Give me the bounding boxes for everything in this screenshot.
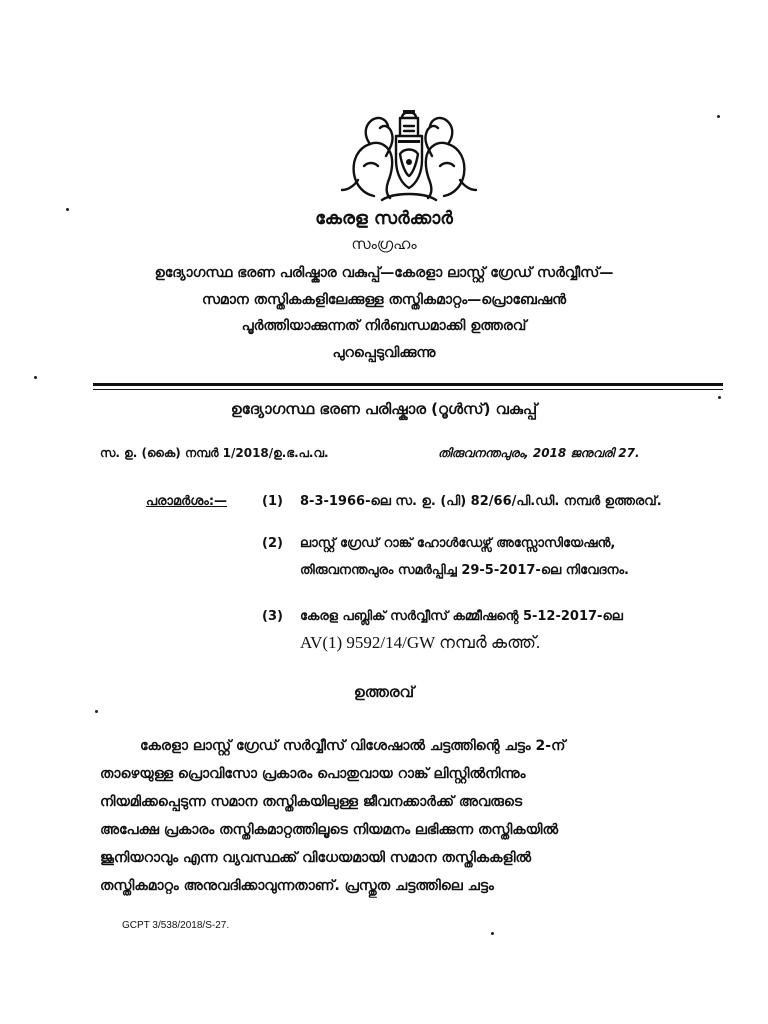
reference-text: AV(1) 9592/14/GW നമ്പർ കത്ത്.	[300, 633, 541, 652]
subject-line: പൂർത്തിയാക്കുന്നത് നിർബന്ധമാക്കി ഉത്തരവ്	[241, 318, 527, 334]
body-line: കേരളാ ലാസ്റ്റ് ഗ്രേഡ് സർവ്വീസ് വിശേഷാൽ ചട്ടത്തിന്റെ ചട്ടം 2-ന്	[140, 738, 566, 754]
scan-speck	[718, 396, 721, 399]
reference-text: 8-3-1966-ലെ സ. ഉ. (പി) 82/66/പി.ഡി. നമ്പർ ഉത്തരവ്.	[300, 494, 662, 509]
body-line: ജൂനിയറാവും എന്ന വ്യവസ്ഥക്ക് വിധേയമായി സമാന തസ്തികകളിൽ	[100, 850, 532, 866]
scan-speck	[491, 932, 494, 935]
place-date: തിരുവനന്തപുരം, 2018 ജനുവരി 27.	[438, 446, 640, 460]
print-code: GCPT 3/538/2018/S-27.	[122, 920, 230, 931]
subject-line: ഉദ്യോഗസ്ഥ ഭരണ പരിഷ്കാര വകുപ്പ്—കേരളാ ലാസ്റ്റ് ഗ്രേഡ് സർവ്വീസ്—	[154, 265, 614, 281]
reference-text: തിരുവനന്തപുരം സമർപ്പിച്ച 29-5-2017-ലെ നിവേദനം.	[300, 563, 629, 578]
body-line: നിയമിക്കപ്പെടുന്ന സമാന തസ്തികയിലുള്ള ജീവനക്കാർക്ക് അവരുടെ	[100, 794, 523, 810]
scan-speck	[34, 376, 37, 379]
body-line: തസ്തികമാറ്റം അനുവദിക്കാവുന്നതാണ്. പ്രസ്തുത ചട്ടത്തിലെ ചട്ടം	[100, 878, 494, 894]
abstract-label: സംഗ്രഹം	[351, 235, 417, 253]
reference-text: ലാസ്റ്റ് ഗ്രേഡ് റാങ്ക് ഹോൾഡേഴ്സ് അസ്സോസിയേഷൻ,	[300, 536, 616, 551]
order-number: സ. ഉ. (കൈ) നമ്പർ 1/2018/ഉ.ഭ.പ.വ.	[100, 446, 329, 460]
scan-speck	[95, 710, 98, 713]
body-line: താഴെയുള്ള പ്രൊവിസോ പ്രകാരം പൊതുവായ റാങ്ക് ലിസ്റ്റിൽനിന്നും	[100, 766, 526, 782]
references-label: പരാമർശം:—	[146, 494, 228, 509]
order-heading: ഉത്തരവ്	[353, 683, 415, 701]
header-divider	[93, 389, 723, 390]
body-line: അപേക്ഷ പ്രകാരം തസ്തികമാറ്റത്തിലൂടെ നിയമനം ലഭിക്കുന്ന തസ്തികയിൽ	[100, 822, 559, 838]
kerala-emblem-icon	[334, 96, 484, 206]
reference-number: (1)	[262, 494, 283, 509]
department-title: ഉദ്യോഗസ്ഥ ഭരണ പരിഷ്കാര (റൂൾസ്) വകുപ്പ്	[230, 400, 538, 418]
government-title: കേരള സർക്കാർ	[315, 208, 453, 229]
subject-line: പുറപ്പെടുവിക്കുന്നു	[332, 345, 436, 361]
reference-text: കേരള പബ്ലിക് സർവ്വീസ് കമ്മീഷന്റെ 5-12-2017-ലെ	[300, 609, 623, 624]
scan-speck	[717, 115, 720, 118]
subject-line: സമാന തസ്തികകളിലേക്കുള്ള തസ്തികമാറ്റം—പ്രൊബേഷൻ	[201, 292, 567, 308]
reference-number: (2)	[262, 536, 283, 551]
header-divider	[93, 383, 723, 386]
scan-speck	[66, 208, 69, 211]
reference-number: (3)	[262, 609, 283, 624]
